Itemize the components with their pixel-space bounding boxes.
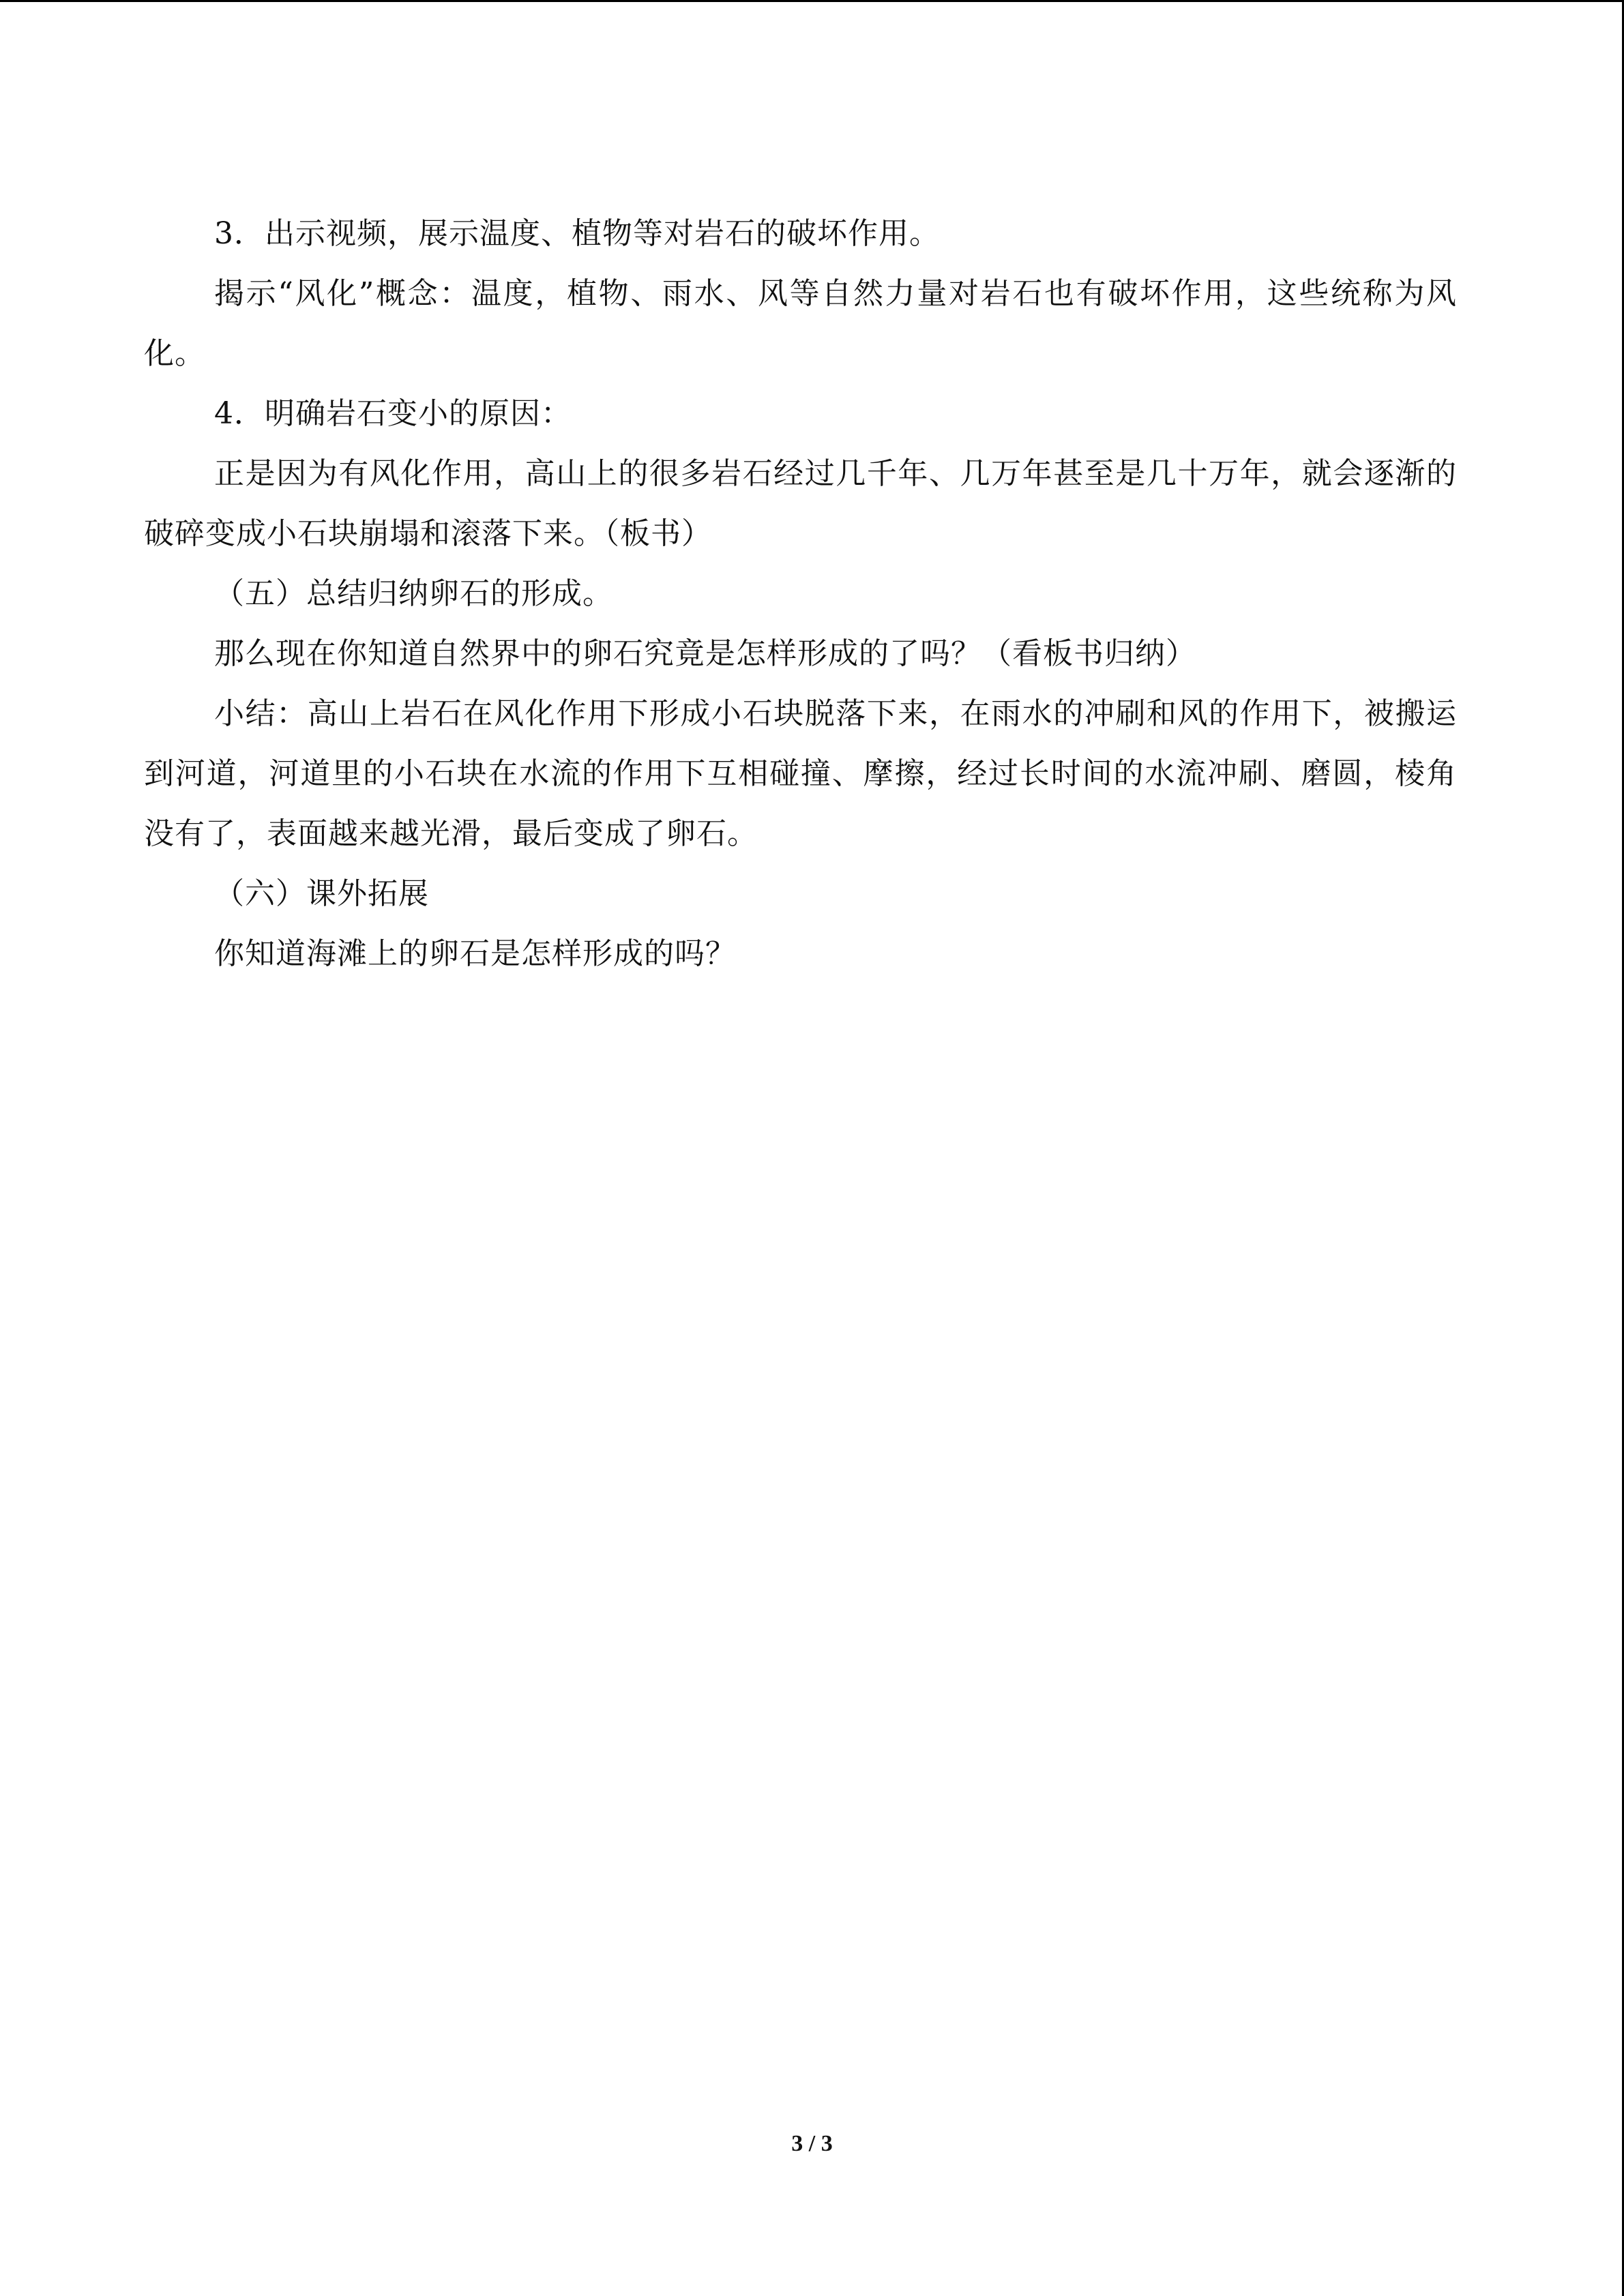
paragraph-question: 那么现在你知道自然界中的卵石究竟是怎样形成的了吗？（看板书归纳） <box>214 636 1196 671</box>
section-heading-summary: （五）总结归纳卵石的形成。 <box>214 576 613 611</box>
paragraph-weathering-concept: 揭示“风化”概念：温度，植物、雨水、风等自然力量对岩石也有破坏作用，这些统称为风化。 <box>144 276 1457 371</box>
paragraph-weathering-effect: 正是因为有风化作用，高山上的很多岩石经过几千年、几万年甚至是几十万年，就会逐渐的破碎变成小石块崩塌和滚落下来。（板书） <box>144 456 1457 551</box>
document-body <box>144 204 1457 984</box>
paragraph-reason-heading: 4．明确岩石变小的原因： <box>214 396 572 431</box>
paragraph-extension-question: 你知道海滩上的卵石是怎样形成的吗？ <box>214 936 736 971</box>
paragraph-video-demo: 3．出示视频，展示温度、植物等对岩石的破坏作用。 <box>214 216 940 251</box>
paragraph-summary: 小结：高山上岩石在风化作用下形成小石块脱落下来，在雨水的冲刷和风的作用下，被搬运到河道，河道里的小石块在水流的作用下互相碰撞、摩擦，经过长时间的水流冲刷、磨圆，棱角没有了，表面越来越光滑，最后变成了卵石。 <box>144 696 1457 851</box>
section-heading-extension: （六）课外拓展 <box>214 876 429 911</box>
page-number: 3 / 3 <box>791 2131 833 2156</box>
